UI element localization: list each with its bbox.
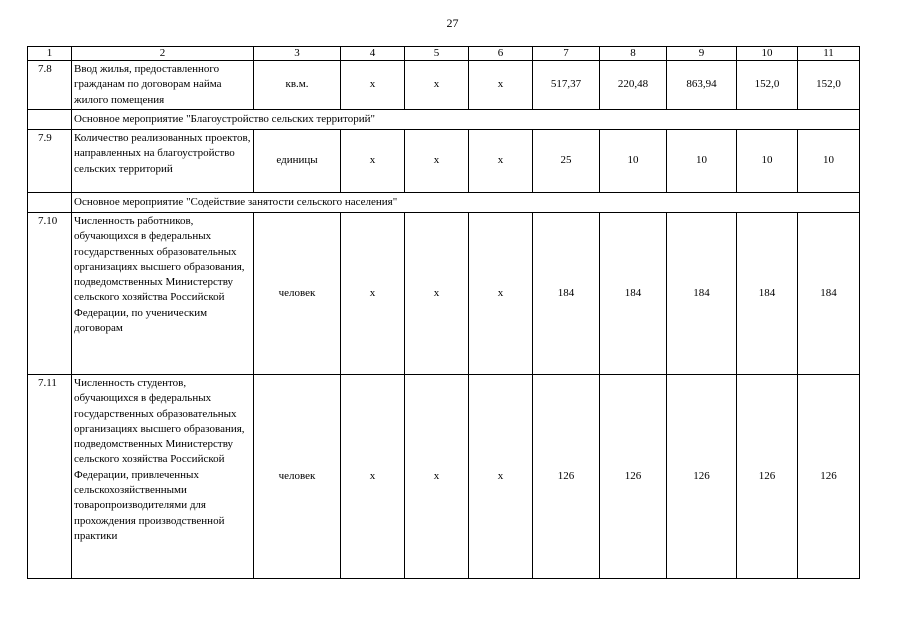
value-cell: 126 — [737, 375, 798, 579]
table-row — [28, 213, 860, 375]
value-cell: 10 — [667, 130, 737, 193]
indicator-name: Численность студентов, обучающихся в федеральных государственных образовательных организациях высшего образования, подведомственных Министерству сельского хозяйства Российской Федерации, привлеченных сельскохозяйственными товаропроизводителями для прохождения производственной практики — [72, 375, 254, 579]
column-header: 6 — [469, 47, 533, 61]
value-cell: х — [341, 375, 405, 579]
value-cell: 126 — [667, 375, 737, 579]
indicator-name: Количество реализованных проектов, направленных на благоустройство сельских территорий — [72, 130, 254, 193]
value-cell: 126 — [533, 375, 600, 579]
column-header: 3 — [254, 47, 341, 61]
value-cell: х — [469, 130, 533, 193]
empty-cell — [28, 193, 72, 213]
page-number: 27 — [446, 16, 459, 30]
indicator-name: Ввод жилья, предоставленного гражданам по договорам найма жилого помещения — [72, 61, 254, 110]
unit-cell: единицы — [254, 130, 341, 193]
indicator-name: Численность работников, обучающихся в федеральных государственных образовательных организациях высшего образования, подведомственных Министерству сельского хозяйства Российской Федерации, по ученическим договорам — [72, 213, 254, 375]
value-cell: 863,94 — [667, 61, 737, 110]
value-cell: 220,48 — [600, 61, 667, 110]
value-cell: 152,0 — [737, 61, 798, 110]
indicator-table — [27, 46, 860, 579]
column-header: 10 — [737, 47, 798, 61]
value-cell: 517,37 — [533, 61, 600, 110]
value-cell: х — [469, 375, 533, 579]
value-cell: 126 — [798, 375, 860, 579]
value-cell: 184 — [533, 213, 600, 375]
section-row — [28, 193, 860, 213]
value-cell: 184 — [667, 213, 737, 375]
value-cell: 184 — [600, 213, 667, 375]
value-cell: х — [405, 130, 469, 193]
column-header: 9 — [667, 47, 737, 61]
column-header: 11 — [798, 47, 860, 61]
value-cell: 184 — [798, 213, 860, 375]
value-cell: 10 — [737, 130, 798, 193]
row-number: 7.9 — [28, 130, 72, 193]
section-title: Основное мероприятие "Благоустройство сельских территорий" — [72, 110, 860, 130]
value-cell: х — [341, 213, 405, 375]
value-cell: 152,0 — [798, 61, 860, 110]
column-number-row — [28, 47, 860, 61]
value-cell: х — [405, 375, 469, 579]
value-cell: х — [469, 61, 533, 110]
row-number: 7.8 — [28, 61, 72, 110]
section-row — [28, 110, 860, 130]
table-row — [28, 130, 860, 193]
value-cell: х — [469, 213, 533, 375]
column-header: 2 — [72, 47, 254, 61]
section-title: Основное мероприятие "Содействие занятости сельского населения" — [72, 193, 860, 213]
value-cell: х — [341, 130, 405, 193]
value-cell: х — [405, 213, 469, 375]
column-header: 1 — [28, 47, 72, 61]
column-header: 7 — [533, 47, 600, 61]
value-cell: 126 — [600, 375, 667, 579]
unit-cell: человек — [254, 375, 341, 579]
table-row — [28, 375, 860, 579]
column-header: 8 — [600, 47, 667, 61]
value-cell: 10 — [798, 130, 860, 193]
column-header: 4 — [341, 47, 405, 61]
column-header: 5 — [405, 47, 469, 61]
row-number: 7.10 — [28, 213, 72, 375]
value-cell: х — [405, 61, 469, 110]
value-cell: х — [341, 61, 405, 110]
value-cell: 10 — [600, 130, 667, 193]
table-row — [28, 61, 860, 110]
value-cell: 184 — [737, 213, 798, 375]
value-cell: 25 — [533, 130, 600, 193]
empty-cell — [28, 110, 72, 130]
row-number: 7.11 — [28, 375, 72, 579]
unit-cell: человек — [254, 213, 341, 375]
unit-cell: кв.м. — [254, 61, 341, 110]
